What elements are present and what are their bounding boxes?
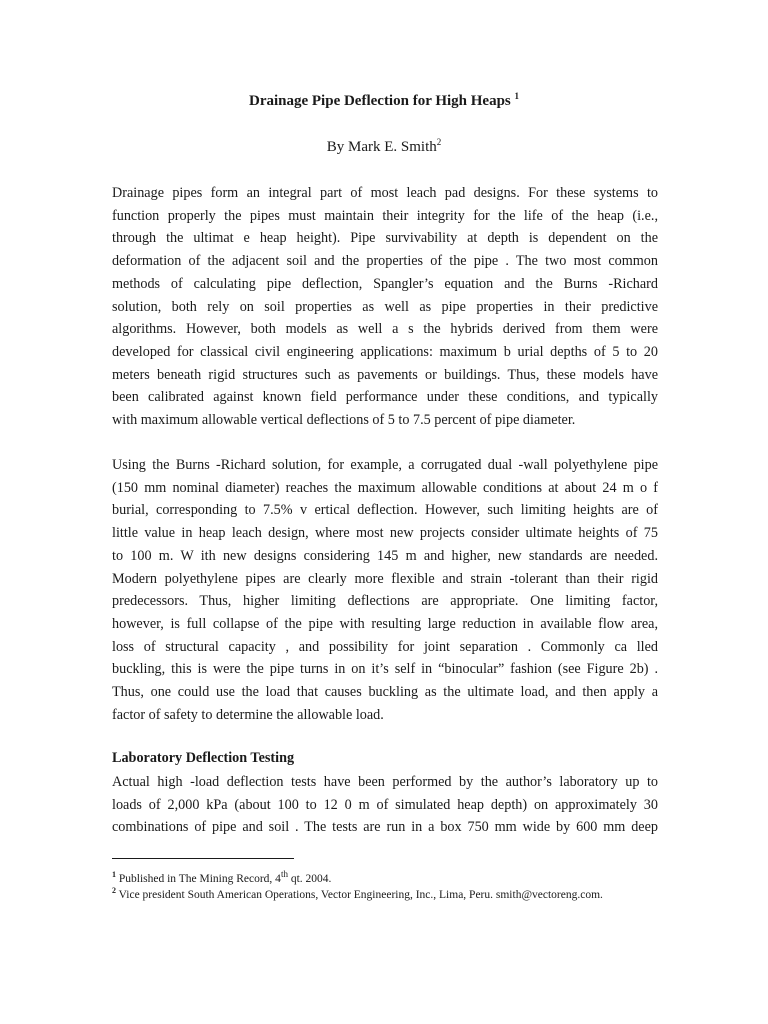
footnote-text: Vice president South American Operations, Vector Engineering, Inc., Lima, Peru. smith@vectoreng.com. bbox=[116, 889, 603, 901]
paragraph-line: Using the Burns -Richard solution, for example, a corrugated dual -wall polyethylene pipe bbox=[112, 457, 658, 473]
paragraph-line: deformation of the adjacent soil and the properties of the pipe . The two most common bbox=[112, 253, 658, 270]
paragraph-line: however, is full collapse of the pipe with resulting large reduction in available flow area, bbox=[112, 615, 658, 632]
paragraph-line: algorithms. However, both models as well a s the hybrids derived from them were bbox=[112, 321, 658, 338]
paragraph-line: predecessors. Thus, higher limiting deflections are appropriate. One limiting factor, bbox=[112, 593, 658, 610]
paragraph-line: through the ultimat e heap height). Pipe survivability at depth is dependent on the bbox=[112, 230, 658, 247]
author-footnote-ref: 2 bbox=[436, 137, 442, 147]
paragraph-line: function properly the pipes must maintain their integrity for the life of the heap (i.e., bbox=[112, 207, 658, 224]
paragraph-line: loss of structural capacity , and possibility for joint separation . Commonly ca lled bbox=[112, 638, 658, 655]
paragraph-line: loads of 2,000 kPa (about 100 to 12 0 m of simulated heap depth) on approximately 30 bbox=[112, 796, 658, 813]
footnote-ordinal: th bbox=[280, 869, 288, 880]
title-text: Drainage Pipe Deflection for High Heaps bbox=[248, 93, 511, 109]
paragraph-3 bbox=[112, 771, 658, 839]
footnote-1 bbox=[112, 869, 332, 885]
paragraph-line: meters beneath rigid structures such as pavements or buildings. Thus, these models have bbox=[112, 366, 658, 383]
paragraph-line: combinations of pipe and soil . The tests are run in a box 750 mm wide by 600 mm deep bbox=[112, 819, 658, 836]
footnote-mark: 2 bbox=[112, 886, 116, 896]
document-title bbox=[0, 93, 768, 110]
paragraph-line: (150 mm nominal diameter) reaches the maximum allowable conditions at about 24 m o f bbox=[112, 479, 658, 496]
footnote-divider bbox=[112, 858, 294, 859]
paragraph-line: methods of calculating pipe deflection, Spangler’s equation and the Burns -Richard bbox=[112, 275, 658, 292]
paragraph-line: Modern polyethylene pipes are clearly more flexible and strain -tolerant than their rigid bbox=[112, 570, 658, 587]
author-line bbox=[0, 139, 768, 156]
footnote-text: Published in The Mining Record, 4 bbox=[116, 873, 281, 885]
paragraph-line: developed for classical civil engineering applications: maximum b urial depths of 5 to 20 bbox=[112, 343, 658, 360]
paragraph-line: buckling, this is were the pipe turns in on it’s self in “binocular” fashion (see Figure 2b) . bbox=[112, 661, 658, 678]
paragraph-line: to 100 m. W ith new designs considering 145 m and higher, new standards are needed. bbox=[112, 547, 658, 564]
paragraph-line: factor of safety to determine the allowable load. bbox=[112, 706, 384, 723]
paragraph-line: solution, both rely on soil properties as well as pipe properties in their predictive bbox=[112, 298, 658, 315]
footnote-text: qt. 2004. bbox=[287, 873, 332, 885]
paragraph-line: Thus, one could use the load that causes buckling as the ultimate load, and then apply a bbox=[112, 684, 658, 701]
title-footnote-ref: 1 bbox=[514, 91, 520, 101]
author-text: By Mark E. Smith bbox=[326, 139, 437, 155]
paragraph-line: Drainage pipes form an integral part of most leach pad designs. For these systems to bbox=[112, 185, 658, 201]
paragraph-line: burial, corresponding to 7.5% v ertical deflection. However, such limiting heights are of bbox=[112, 502, 658, 519]
paragraph-1 bbox=[112, 182, 658, 432]
paragraph-2 bbox=[112, 454, 658, 726]
paragraph-line: with maximum allowable vertical deflections of 5 to 7.5 percent of pipe diameter. bbox=[112, 412, 576, 429]
paragraph-line: Actual high -load deflection tests have been performed by the author’s laboratory up to bbox=[112, 774, 658, 790]
footnote-2 bbox=[112, 886, 603, 901]
section-heading: Laboratory Deflection Testing bbox=[112, 750, 295, 766]
footnote-mark: 1 bbox=[112, 870, 116, 880]
paragraph-line: been calibrated against known field performance under these conditions, and typically bbox=[112, 389, 658, 406]
paragraph-line: little value in heap leach design, where most new projects consider ultimate heights of 75 bbox=[112, 525, 658, 542]
